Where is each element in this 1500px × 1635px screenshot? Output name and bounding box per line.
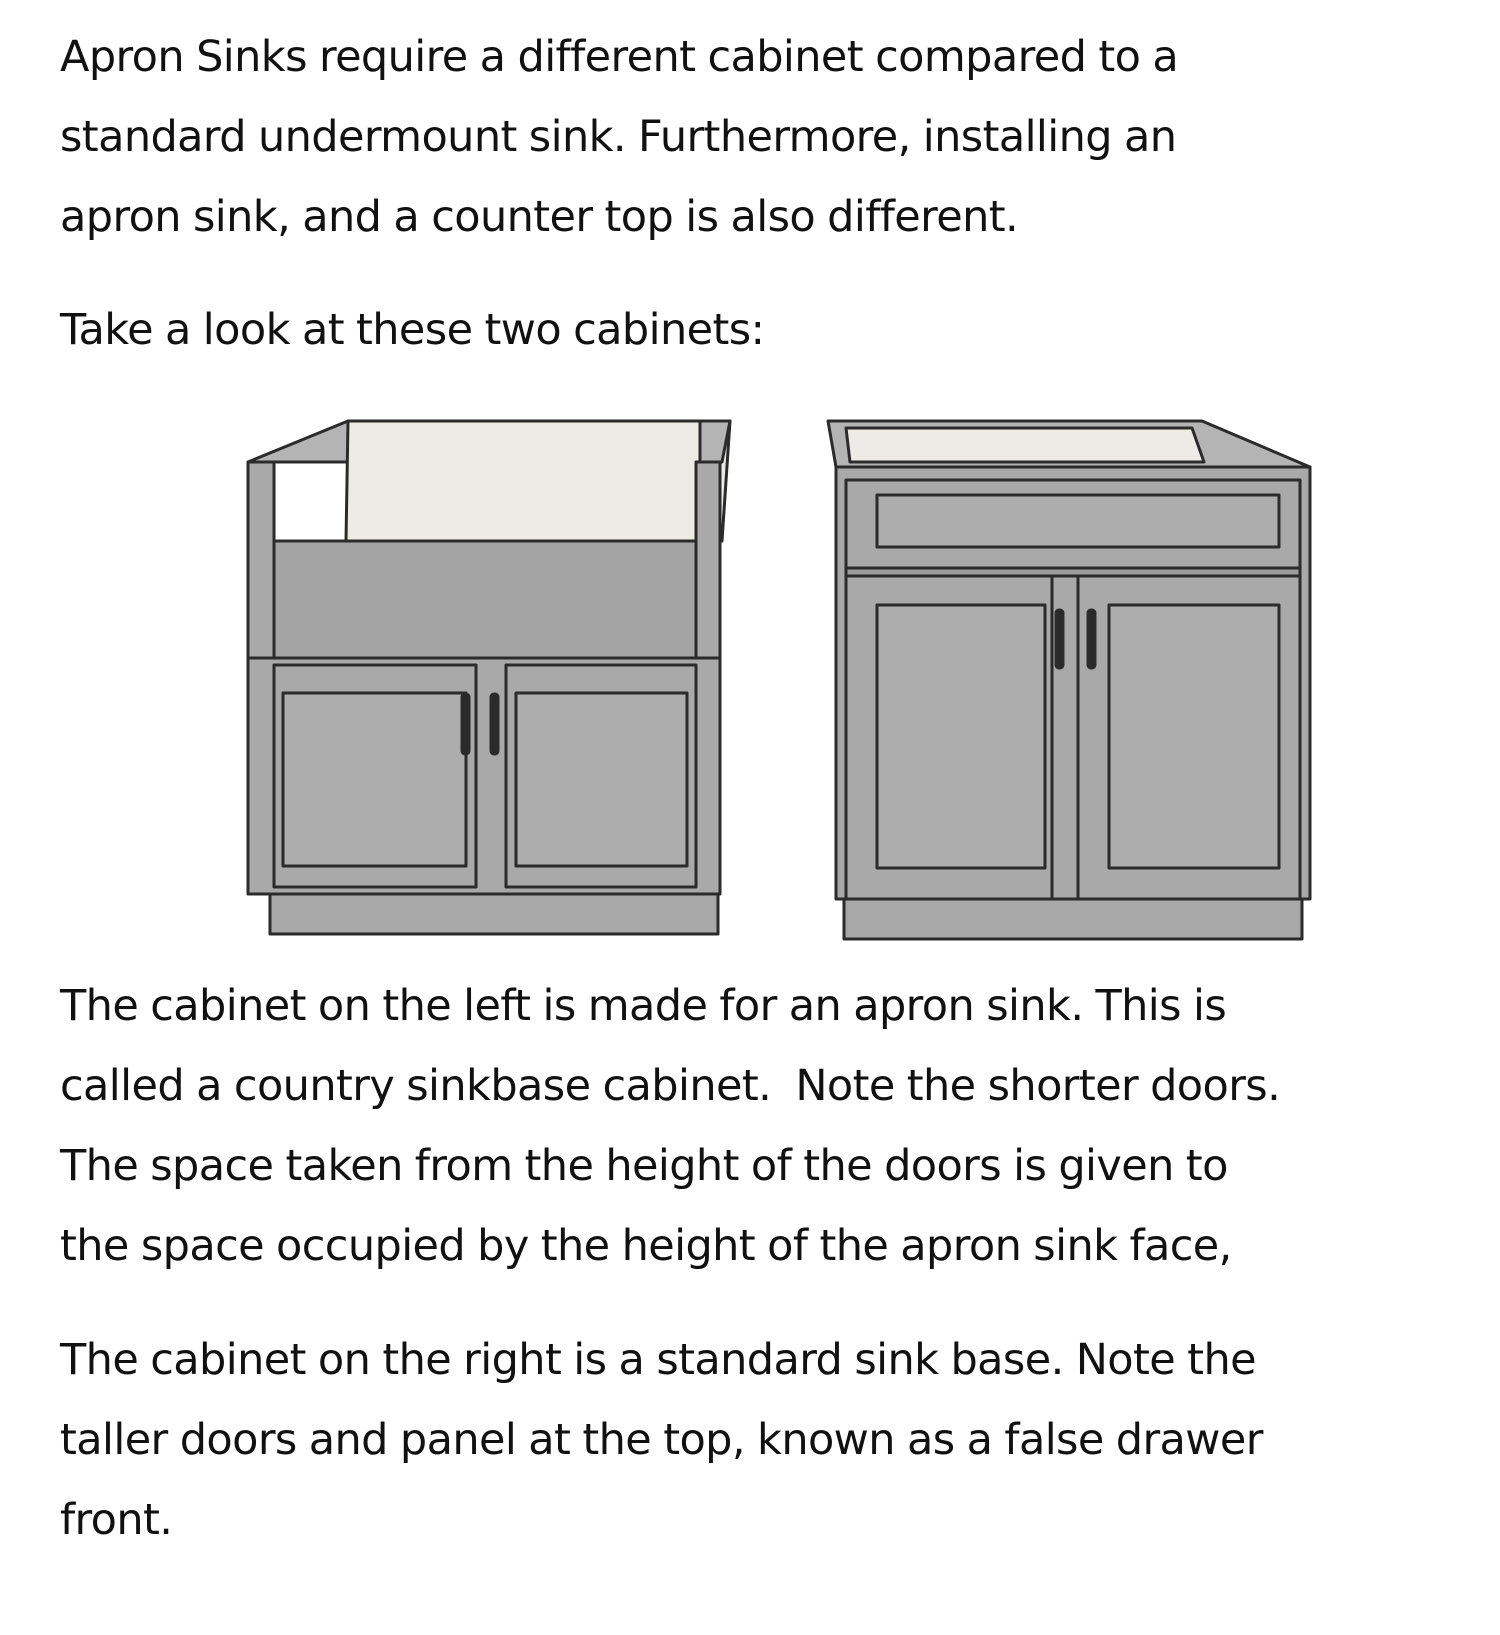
- text-line: The space taken from the height of the doors is given to: [60, 1141, 1228, 1191]
- right-cabinet-description: [60, 1320, 1490, 1560]
- text-line: taller doors and panel at the top, known as a false drawer: [60, 1415, 1263, 1465]
- left-cabinet-description: [60, 966, 1490, 1286]
- text-line: the space occupied by the height of the apron sink face,: [60, 1221, 1232, 1271]
- door-handle-icon: [491, 694, 498, 754]
- text-line: apron sink, and a counter top is also different.: [60, 192, 1019, 242]
- text-line: called a country sinkbase cabinet. Note the shorter doors.: [60, 1061, 1281, 1111]
- door-handle-icon: [1088, 610, 1095, 668]
- standard-sink-base-cabinet: [828, 421, 1310, 939]
- text-line: Apron Sinks require a different cabinet compared to a: [60, 32, 1179, 82]
- text-line: Take a look at these two cabinets:: [60, 305, 765, 355]
- text-line: standard undermount sink. Furthermore, installing an: [60, 112, 1177, 162]
- door-handle-icon: [462, 694, 469, 754]
- intro-paragraph: [60, 17, 1490, 257]
- text-line: The cabinet on the left is made for an apron sink. This is: [60, 981, 1227, 1031]
- door-handle-icon: [1056, 610, 1063, 668]
- text-line: The cabinet on the right is a standard sink base. Note the: [60, 1335, 1256, 1385]
- country-sinkbase-cabinet: [248, 421, 730, 934]
- prompt-paragraph: [60, 290, 1490, 370]
- text-line: front.: [60, 1495, 173, 1545]
